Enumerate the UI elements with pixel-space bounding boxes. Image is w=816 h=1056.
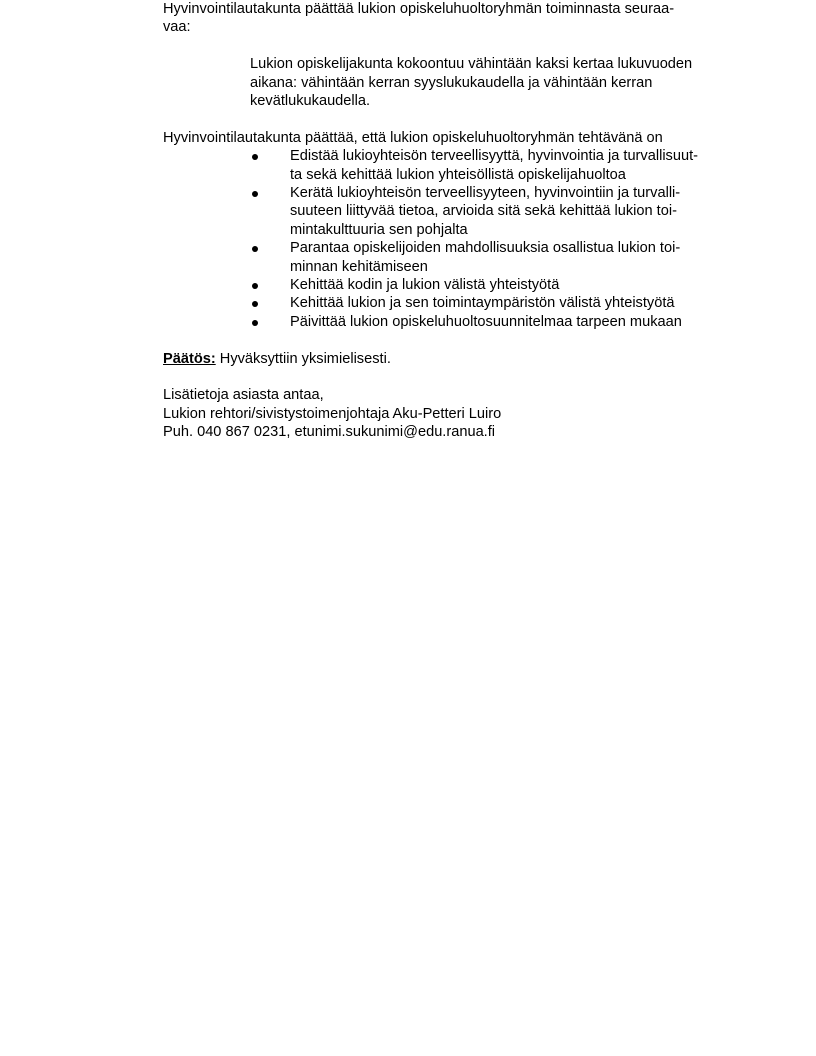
meeting-rule-paragraph: Lukion opiskelijakunta kokoontuu vähintään kaksi kertaa lukuvuoden aikana: vähintään kerran syyslukukaudella ja vähintään kerran kevätlukukaudella. — [250, 56, 693, 110]
list-item — [250, 313, 740, 331]
contact-phone-email: Puh. 040 867 0231, etunimi.sukunimi@edu.ranua.fi — [163, 424, 496, 441]
bullet-icon — [252, 191, 258, 197]
decision-paragraph — [163, 350, 743, 368]
bullet-icon — [252, 283, 258, 289]
contact-block — [163, 386, 743, 441]
list-item-text: Edistää lukioyhteisön terveellisyyttä, hyvinvointia ja turvallisuut- ta sekä kehittää lukion yhteisöllistä opiskelijahuoltoa — [290, 148, 699, 183]
list-item-text: Kerätä lukioyhteisön terveellisyyteen, hyvinvointiin ja turvalli- suuteen liittyvää tietoa, arvioida sitä sekä kehittää lukion toi- mintakulttuuria sen pohjalta — [290, 185, 681, 238]
list-item — [250, 239, 740, 276]
list-item-text: Päivittää lukion opiskeluhuoltosuunnitelmaa tarpeen mukaan — [290, 313, 682, 330]
bullet-icon — [252, 320, 258, 326]
tasks-intro-paragraph: Hyvinvointilautakunta päättää, että lukion opiskeluhuoltoryhmän tehtävänä on — [163, 129, 663, 146]
list-item — [250, 294, 740, 312]
decision-text: Hyväksyttiin yksimielisesti. — [215, 350, 391, 367]
tasks-list — [250, 147, 740, 331]
contact-person: Lukion rehtori/sivistystoimenjohtaja Aku-Petteri Luiro — [163, 405, 502, 422]
intro-paragraph: Hyvinvointilautakunta päättää lukion opiskeluhuoltoryhmän toiminnasta seuraa- vaa: — [163, 1, 675, 36]
bullet-icon — [252, 154, 258, 160]
decision-label: Päätös: — [163, 350, 216, 367]
list-item — [250, 184, 740, 239]
list-item-text: Parantaa opiskelijoiden mahdollisuuksia osallistua lukion toi- minnan kehitämiseen — [290, 240, 681, 275]
list-item-text: Kehittää kodin ja lukion välistä yhteistyötä — [290, 277, 560, 294]
bullet-icon — [252, 301, 258, 307]
list-item — [250, 276, 740, 294]
list-item — [250, 147, 740, 184]
bullet-icon — [252, 246, 258, 252]
contact-intro: Lisätietoja asiasta antaa, — [163, 387, 324, 404]
document-page — [163, 0, 743, 442]
list-item-text: Kehittää lukion ja sen toimintaympäristön välistä yhteistyötä — [290, 295, 675, 312]
